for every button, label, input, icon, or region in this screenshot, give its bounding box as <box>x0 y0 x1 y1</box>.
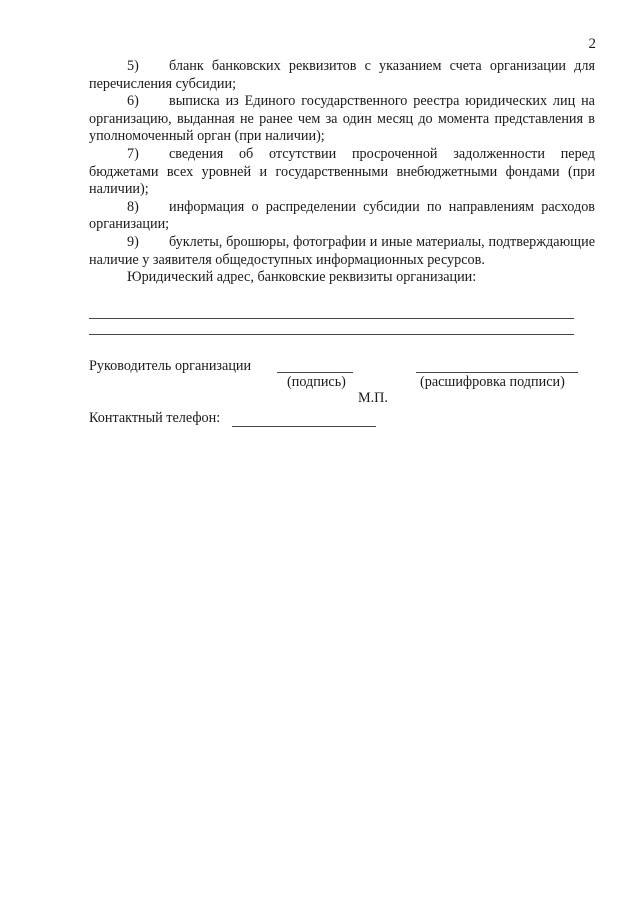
page-number: 2 <box>588 36 596 52</box>
address-fill-line[interactable] <box>89 318 574 319</box>
stamp-label: М.П. <box>358 390 388 406</box>
head-label: Руководитель организации <box>89 358 252 374</box>
item-text: сведения об отсутствии просроченной задолженности перед бюджетами всех уровней и государственными внебюджетными фондами (при наличии); <box>89 145 595 198</box>
item-text: бланк банковских реквизитов с указанием счета организации для перечисления субсидии; <box>89 58 595 92</box>
document-body <box>89 58 595 287</box>
list-item <box>89 58 595 93</box>
item-number: 5) <box>127 58 139 74</box>
item-number: 7) <box>127 145 139 162</box>
address-fill-line[interactable] <box>89 334 574 335</box>
item-text: буклеты, брошюры, фотографии и иные материалы, подтверждающие наличие у заявителя общедоступных информационных ресурсов. <box>89 233 595 268</box>
contact-phone-label: Контактный телефон: <box>89 410 221 426</box>
item-number: 6) <box>127 93 139 110</box>
signature-fill-line[interactable] <box>277 372 353 373</box>
item-number: 8) <box>127 198 139 215</box>
legal-address-label: Юридический адрес, банковские реквизиты организации: <box>127 269 477 286</box>
signature-decoding-fill-line[interactable] <box>416 372 578 373</box>
item-number: 9) <box>127 233 139 250</box>
list-item <box>89 93 595 146</box>
list-item <box>89 234 595 269</box>
list-item <box>89 199 595 234</box>
list-item <box>89 146 595 199</box>
item-text: выписка из Единого государственного реестра юридических лиц на организацию, выданная не ранее чем за один месяц до момента представления в уполномоченный орган (при наличии); <box>89 93 595 145</box>
signature-decoding-caption: (расшифровка подписи) <box>420 374 565 390</box>
signature-caption: (подпись) <box>287 374 346 390</box>
item-text: информация о распределении субсидии по направлениям расходов организации; <box>89 198 595 233</box>
contact-phone-fill-line[interactable] <box>232 426 376 427</box>
